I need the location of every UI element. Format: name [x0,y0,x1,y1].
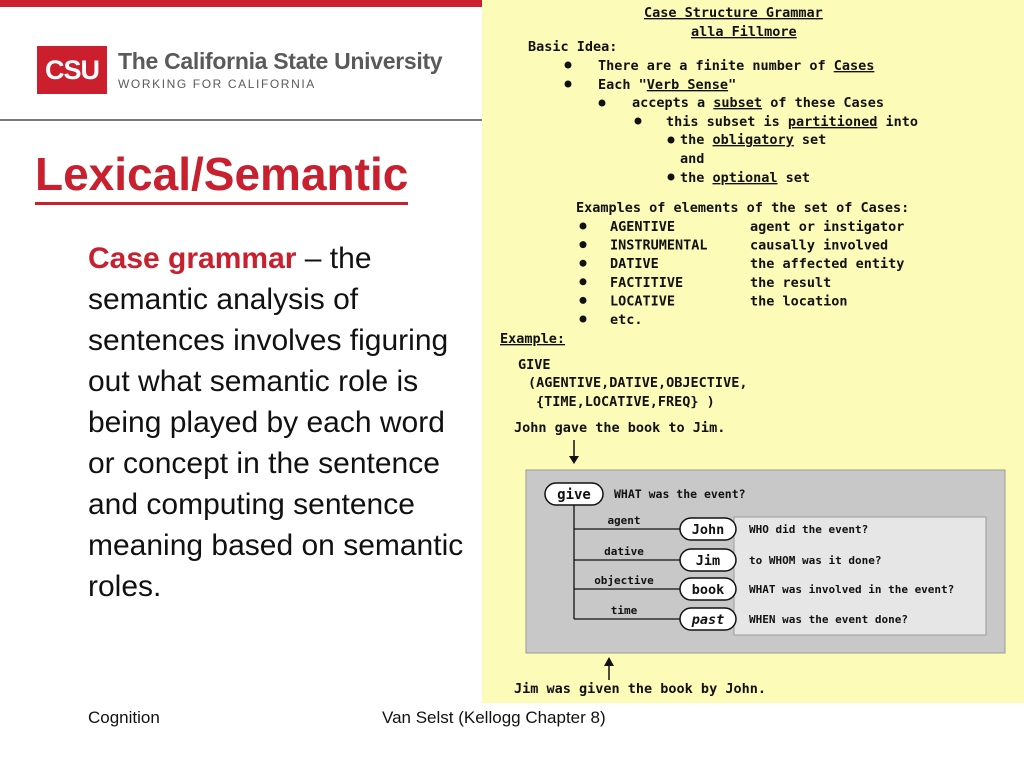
csu-logo [37,46,442,94]
case-name: AGENTIVE [610,219,676,235]
university-tagline: WORKING FOR CALIFORNIA [118,77,316,91]
case-description: causally involved [750,237,889,254]
bullet-icon [580,260,587,267]
case-name: FACTITIVE [610,274,684,291]
case-frame-line-2: {TIME,LOCATIVE,FREQ} ) [536,394,715,410]
case-name: INSTRUMENTAL [610,237,708,254]
role-label: agent [607,514,641,527]
case-list [580,219,905,328]
case-grammar-figure [482,0,1024,703]
role-label: objective [594,574,654,587]
idea-line-3: accepts a subset of these Cases [632,95,884,111]
idea-line-7: the optional set [680,170,811,186]
example-label: Example: [500,331,566,347]
case-name: LOCATIVE [610,293,676,310]
top-accent-bar [0,0,482,7]
sentence-active: John gave the book to Jim. [514,420,726,436]
case-grammar-svg [482,0,1024,703]
university-name: The California State University [118,48,443,74]
idea-line-5: the obligatory set [680,132,827,148]
verb-question: WHAT was the event? [614,487,746,501]
case-description: the location [750,293,848,310]
bullet-icon [565,62,572,69]
footer-source: Van Selst (Kellogg Chapter 8) [382,708,606,727]
case-frame-line-1: (AGENTIVE,DATIVE,OBJECTIVE, [528,375,748,391]
sentence-passive: Jim was given the book by John. [514,681,766,697]
case-description: the result [750,274,832,291]
role-question: WHEN was the event done? [749,613,908,626]
role-question: to WHOM was it done? [749,554,882,567]
figure-title: Case Structure Grammar [644,5,823,21]
idea-line-6: and [680,151,705,167]
filler-label: book [691,582,725,598]
figure-subtitle: alla Fillmore [691,24,797,40]
role-label: time [610,604,638,617]
case-description: agent or instigator [750,219,905,235]
slide-title: Lexical/Semantic [35,146,408,205]
case-description: the affected entity [750,256,905,273]
bullet-icon [565,81,572,88]
bullet-icon [599,100,606,107]
idea-line-1: There are a finite number of Cases [598,58,875,74]
role-label: dative [604,545,644,558]
case-name: DATIVE [610,256,659,273]
idea-line-4: this subset is partitioned into [666,114,918,130]
header-divider [0,119,482,121]
slide-body [88,238,468,607]
bullet-icon [580,278,587,285]
body-definition: – the semantic analysis of sentences involves figuring out what semantic role is being played by each word or concept in the sentence and computing sentence meaning based on semantic roles. [88,242,464,603]
bullet-icon [580,223,587,230]
examples-header: Examples of elements of the set of Cases: [576,200,910,216]
idea-line-2: Each "Verb Sense" [598,77,737,93]
filler-label: past [691,612,725,628]
bullet-icon [668,174,675,181]
bullet-icon [580,316,587,323]
role-question: WHAT was involved in the event? [749,583,955,596]
basic-idea-label: Basic Idea: [528,39,618,55]
bullet-icon [635,118,642,125]
arrow-up-head-icon [604,657,614,666]
case-name: etc. [610,312,643,328]
role-question: WHO did the event? [749,523,869,536]
filler-label: Jim [695,553,721,569]
csu-logo-mark: CSU [37,46,107,94]
verb-node-label: give [557,487,591,503]
bullet-icon [580,241,587,248]
verb-give: GIVE [518,357,551,373]
bullet-icon [580,297,587,304]
bullet-icon [668,137,675,144]
csu-logo-text [118,49,442,91]
filler-label: John [691,522,725,538]
footer-course: Cognition [88,708,160,727]
key-term: Case grammar [88,242,297,275]
arrow-down-head-icon [569,456,579,464]
